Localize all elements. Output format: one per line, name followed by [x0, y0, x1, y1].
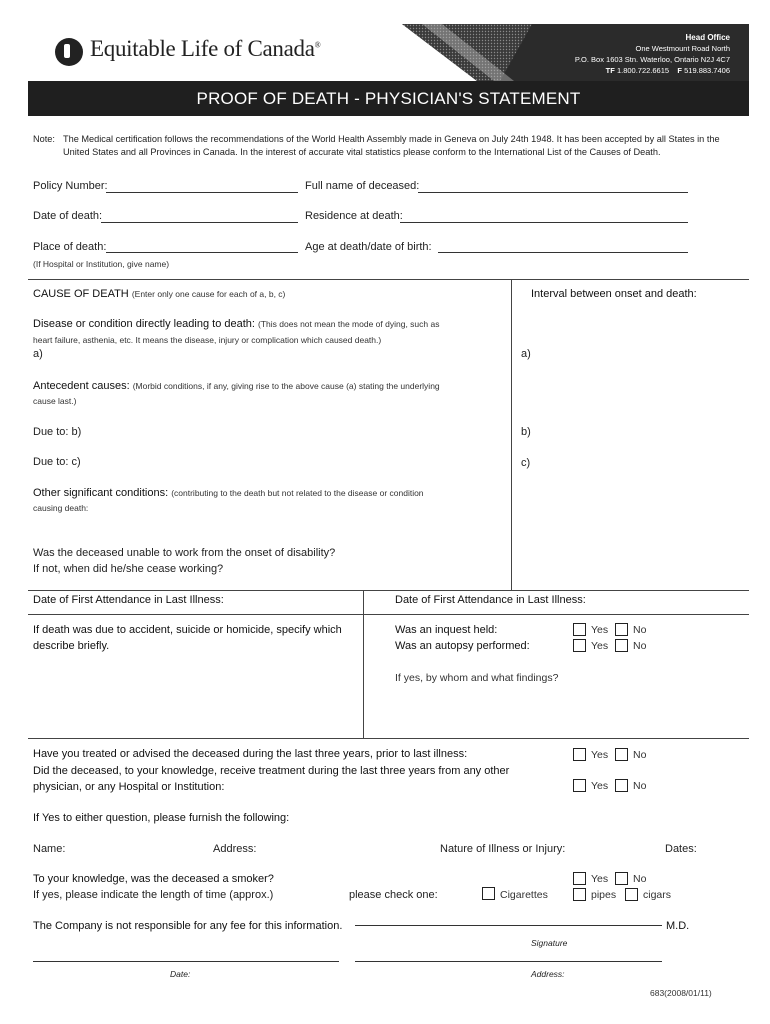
signature-label: Signature	[531, 938, 568, 948]
smoker-no-checkbox[interactable]	[615, 872, 628, 885]
section-divider	[28, 279, 749, 280]
section-divider	[28, 590, 749, 591]
policy-number-label: Policy Number:	[33, 180, 108, 192]
interval-b-label: b)	[521, 426, 531, 438]
disease-note: heart failure, asthenia, etc. It means the disease, injury or complication which caused death.)	[33, 335, 382, 345]
furnish-instruction: If Yes to either question, please furnish the following:	[33, 812, 290, 824]
other-conditions-label: Other significant conditions: (contributing to the death but not related to the disease or condition	[33, 487, 424, 499]
other-conditions-note: causing death:	[33, 503, 89, 513]
address-input[interactable]	[355, 961, 662, 962]
form-title: PROOF OF DEATH - PHYSICIAN'S STATEMENT	[28, 81, 749, 116]
company-logo-icon	[55, 38, 83, 66]
signature-input[interactable]	[355, 925, 662, 926]
autopsy-yes-label: Yes	[591, 640, 609, 652]
date-input[interactable]	[33, 961, 339, 962]
cigarettes-label: Cigarettes	[500, 889, 548, 901]
residence-input[interactable]	[400, 222, 688, 223]
inquest-yes-checkbox[interactable]	[573, 623, 586, 636]
cause-heading: CAUSE OF DEATH (Enter only one cause for each of a, b, c)	[33, 288, 286, 300]
disease-label: Disease or condition directly leading to death: (This does not mean the mode of dying, such as	[33, 318, 440, 330]
first-attendance-left: Date of First Attendance in Last Illness:	[33, 594, 224, 606]
pipes-label: pipes	[591, 889, 617, 901]
section-divider	[28, 738, 749, 739]
address-label: Address:	[531, 969, 565, 979]
date-of-death-input[interactable]	[101, 222, 298, 223]
autopsy-no-label: No	[633, 640, 647, 652]
inquest-yes-label: Yes	[591, 624, 609, 636]
cease-working-question: If not, when did he/she cease working?	[33, 563, 224, 575]
smoker-yes-label: Yes	[591, 873, 609, 885]
cigarettes-checkbox[interactable]	[482, 887, 495, 900]
section-divider	[28, 614, 749, 615]
smoking-length-label: If yes, please indicate the length of time (approx.)	[33, 889, 274, 901]
policy-number-input[interactable]	[106, 192, 298, 193]
attendance-column-divider	[363, 590, 364, 738]
due-to-c-label: Due to: c)	[33, 456, 81, 468]
accident-question: If death was due to accident, suicide or homicide, specify which	[33, 624, 342, 636]
treated-no-checkbox[interactable]	[615, 748, 628, 761]
pipes-checkbox[interactable]	[573, 888, 586, 901]
smoker-yes-checkbox[interactable]	[573, 872, 586, 885]
full-name-input[interactable]	[418, 192, 688, 193]
inquest-question: Was an inquest held:	[395, 624, 498, 636]
md-label: M.D.	[666, 920, 690, 932]
nature-column-label: Nature of Illness or Injury:	[440, 843, 566, 855]
cause-a-label: a)	[33, 348, 43, 360]
other-treatment-question-cont: physician, or any Hospital or Institution:	[33, 781, 225, 793]
note-block: Note: The Medical certification follows the recommendations of the World Health Assembly made in Geneva on July 24th 1948. It has been accepted by all States in the United States and all Provinces in Canada. In the interest of accurate vital statistics please conform to the International List of the Causes of Death.	[33, 134, 720, 157]
due-to-b-label: Due to: b)	[33, 426, 82, 438]
treated-yes-label: Yes	[591, 749, 609, 761]
treated-question: Have you treated or advised the deceased during the last three years, prior to last illness:	[33, 748, 468, 760]
head-office-address: Head Office One Westmount Road North P.O. Box 1603 Stn. Waterloo, Ontario N2J 4C7 TF 1.800.722.6615 F 519.883.7406	[574, 33, 730, 75]
place-of-death-input[interactable]	[106, 252, 298, 253]
inquest-no-label: No	[633, 624, 647, 636]
smoker-question: To your knowledge, was the deceased a smoker?	[33, 873, 274, 885]
accident-describe: describe briefly.	[33, 640, 110, 652]
place-of-death-label: Place of death:	[33, 241, 107, 253]
form-id: 683(2008/01/11)	[650, 988, 712, 998]
first-attendance-right: Date of First Attendance in Last Illness:	[395, 594, 586, 606]
other-treatment-no-checkbox[interactable]	[615, 779, 628, 792]
treated-no-label: No	[633, 749, 647, 761]
dates-column-label: Dates:	[665, 843, 697, 855]
inquest-no-checkbox[interactable]	[615, 623, 628, 636]
date-label: Date:	[170, 969, 191, 979]
other-treatment-yes-checkbox[interactable]	[573, 779, 586, 792]
interval-heading: Interval between onset and death:	[531, 288, 697, 300]
cigars-label: cigars	[643, 889, 672, 901]
name-column-label: Name:	[33, 843, 66, 855]
treated-yes-checkbox[interactable]	[573, 748, 586, 761]
age-at-death-label: Age at death/date of birth:	[305, 241, 432, 253]
date-of-death-label: Date of death:	[33, 210, 103, 222]
check-one-label: please check one:	[349, 889, 438, 901]
address-column-label: Address:	[213, 843, 257, 855]
autopsy-no-checkbox[interactable]	[615, 639, 628, 652]
full-name-label: Full name of deceased:	[305, 180, 420, 192]
interval-a-label: a)	[521, 348, 531, 360]
other-treatment-question: Did the deceased, to your knowledge, receive treatment during the last three years from any other	[33, 765, 510, 777]
residence-label: Residence at death:	[305, 210, 403, 222]
interval-c-label: c)	[521, 457, 531, 469]
place-hint: (If Hospital or Institution, give name)	[33, 259, 170, 269]
interval-column-divider	[511, 279, 512, 590]
other-treatment-yes-label: Yes	[591, 780, 609, 792]
smoker-no-label: No	[633, 873, 647, 885]
cigars-checkbox[interactable]	[625, 888, 638, 901]
autopsy-yes-checkbox[interactable]	[573, 639, 586, 652]
unable-to-work-question: Was the deceased unable to work from the onset of disability?	[33, 547, 336, 559]
antecedent-note: cause last.)	[33, 396, 77, 406]
findings-question: If yes, by whom and what findings?	[395, 672, 559, 684]
fee-disclaimer: The Company is not responsible for any fee for this information.	[33, 920, 343, 932]
autopsy-question: Was an autopsy performed:	[395, 640, 530, 652]
company-name: Equitable Life of Canada®	[90, 36, 321, 61]
antecedent-label: Antecedent causes: (Morbid conditions, if any, giving rise to the above cause (a) stating the underlying	[33, 380, 440, 392]
other-treatment-no-label: No	[633, 780, 647, 792]
age-at-death-input[interactable]	[438, 252, 688, 253]
